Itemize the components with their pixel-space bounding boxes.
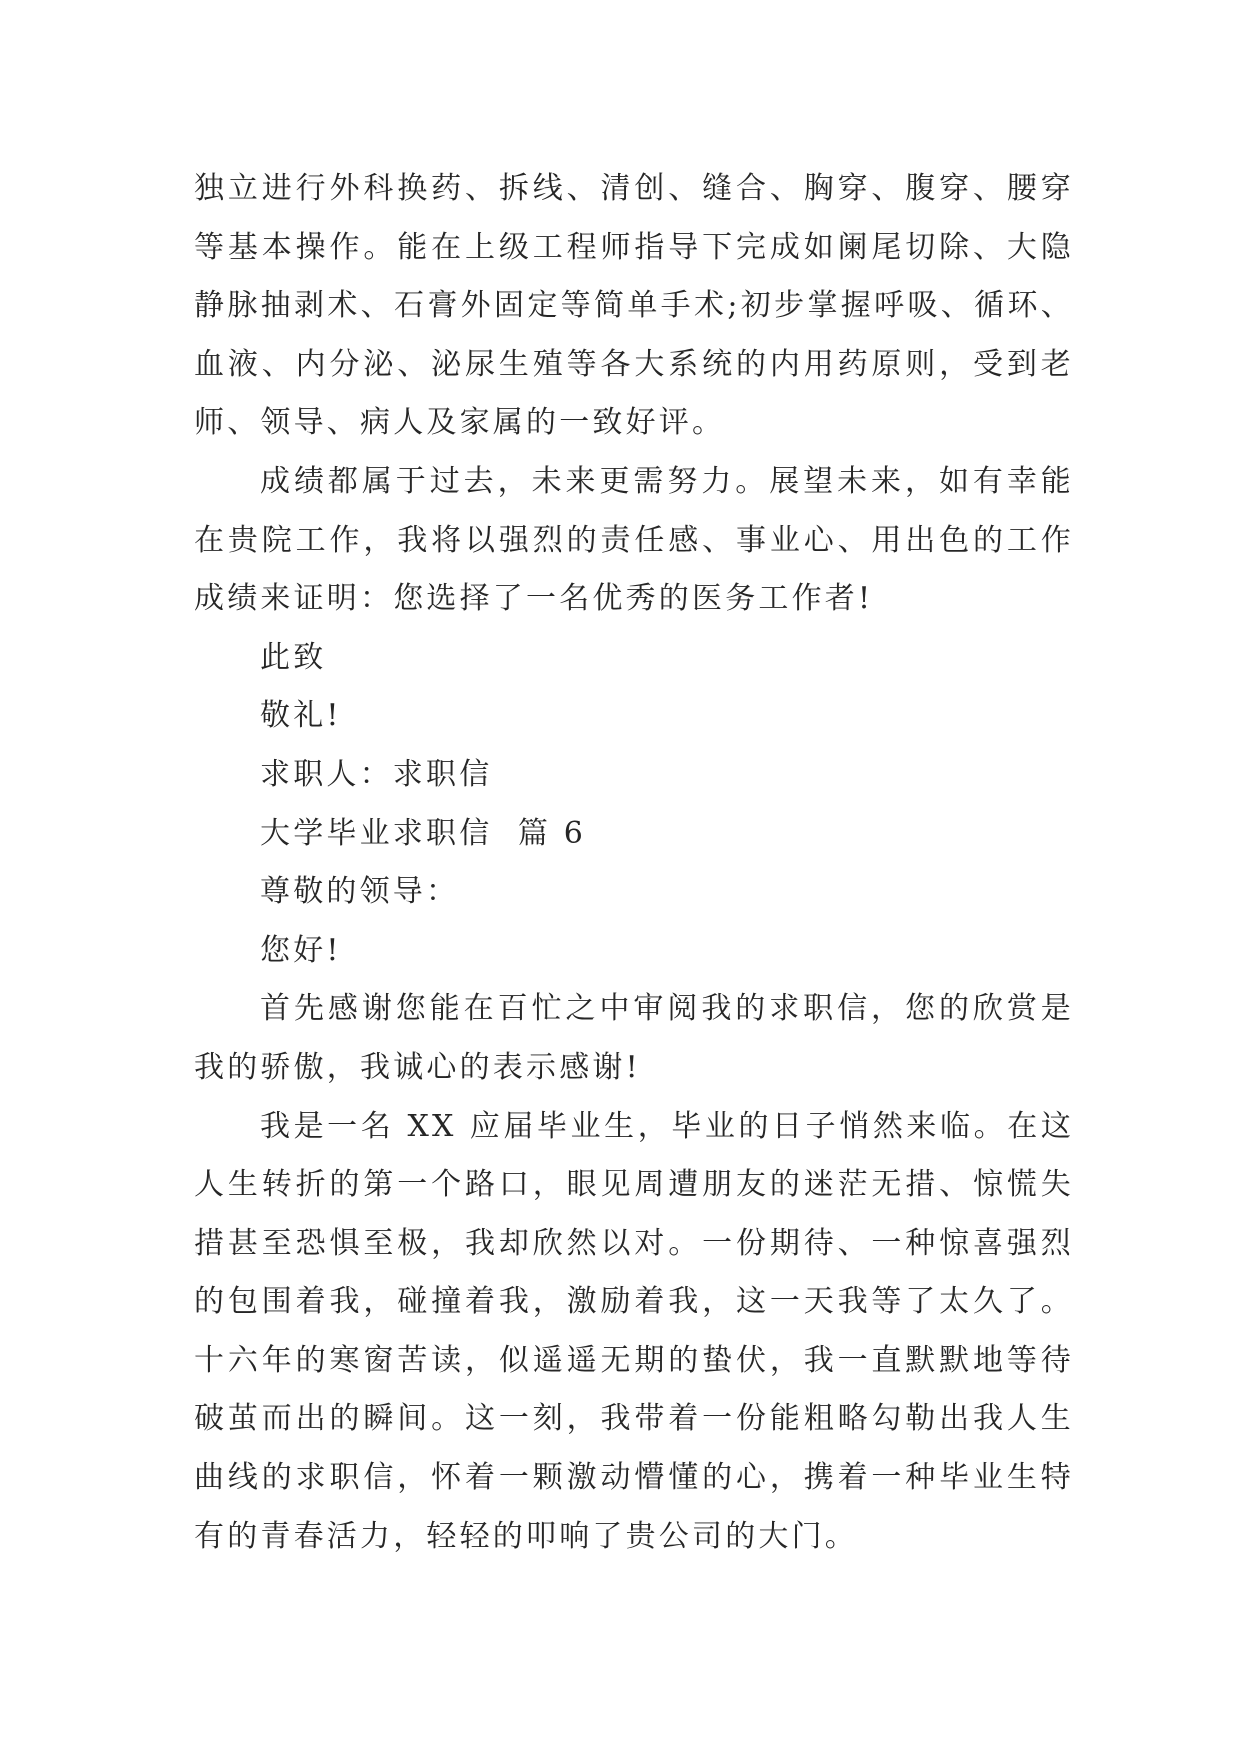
- salutation: 尊敬的领导：: [260, 874, 460, 910]
- closing-line-1: 此致: [260, 639, 327, 675]
- paragraph-introduction: 我是一名 XX 应届毕业生，毕业的日子悄然来临。在这人生转折的第一个路口，眼见周遭朋友的迷茫无措、惊慌失措甚至恐惧至极，我却欣然以对。一份期待、一种惊喜强烈的包围着我，碰撞着我，激励着我，这一天我等了太久了。十六年的寒窗苦读，似遥遥无期的蛰伏，我一直默默地等待破茧而出的瞬间。这一刻，我带着一份能粗略勾勒出我人生曲线的求职信，怀着一颗激动懵懂的心，携着一种毕业生特有的青春活力，轻轻的叩响了贵公司的大门。: [194, 1108, 1074, 1554]
- greeting: 您好!: [260, 932, 342, 968]
- closing-line-2: 敬礼!: [260, 698, 342, 734]
- paragraph-future-commitment: 成绩都属于过去，未来更需努力。展望未来，如有幸能在贵院工作，我将以强烈的责任感、事业心、用出色的工作成绩来证明：您选择了一名优秀的医务工作者!: [194, 463, 1074, 617]
- signature-line: 求职人：求职信: [260, 756, 493, 792]
- paragraph-skills-continued: 独立进行外科换药、拆线、清创、缝合、胸穿、腹穿、腰穿等基本操作。能在上级工程师指导下完成如阑尾切除、大隐静脉抽剥术、石膏外固定等简单手术;初步掌握呼吸、循环、血液、内分泌、泌尿生殖等各大系统的内用药原则，受到老师、领导、病人及家属的一致好评。: [194, 171, 1074, 441]
- paragraph-thanks: 首先感谢您能在百忙之中审阅我的求职信，您的欣赏是我的骄傲，我诚心的表示感谢!: [194, 991, 1074, 1085]
- letter-body: [194, 160, 1074, 1566]
- section-heading: 大学毕业求职信 篇 6: [260, 815, 587, 851]
